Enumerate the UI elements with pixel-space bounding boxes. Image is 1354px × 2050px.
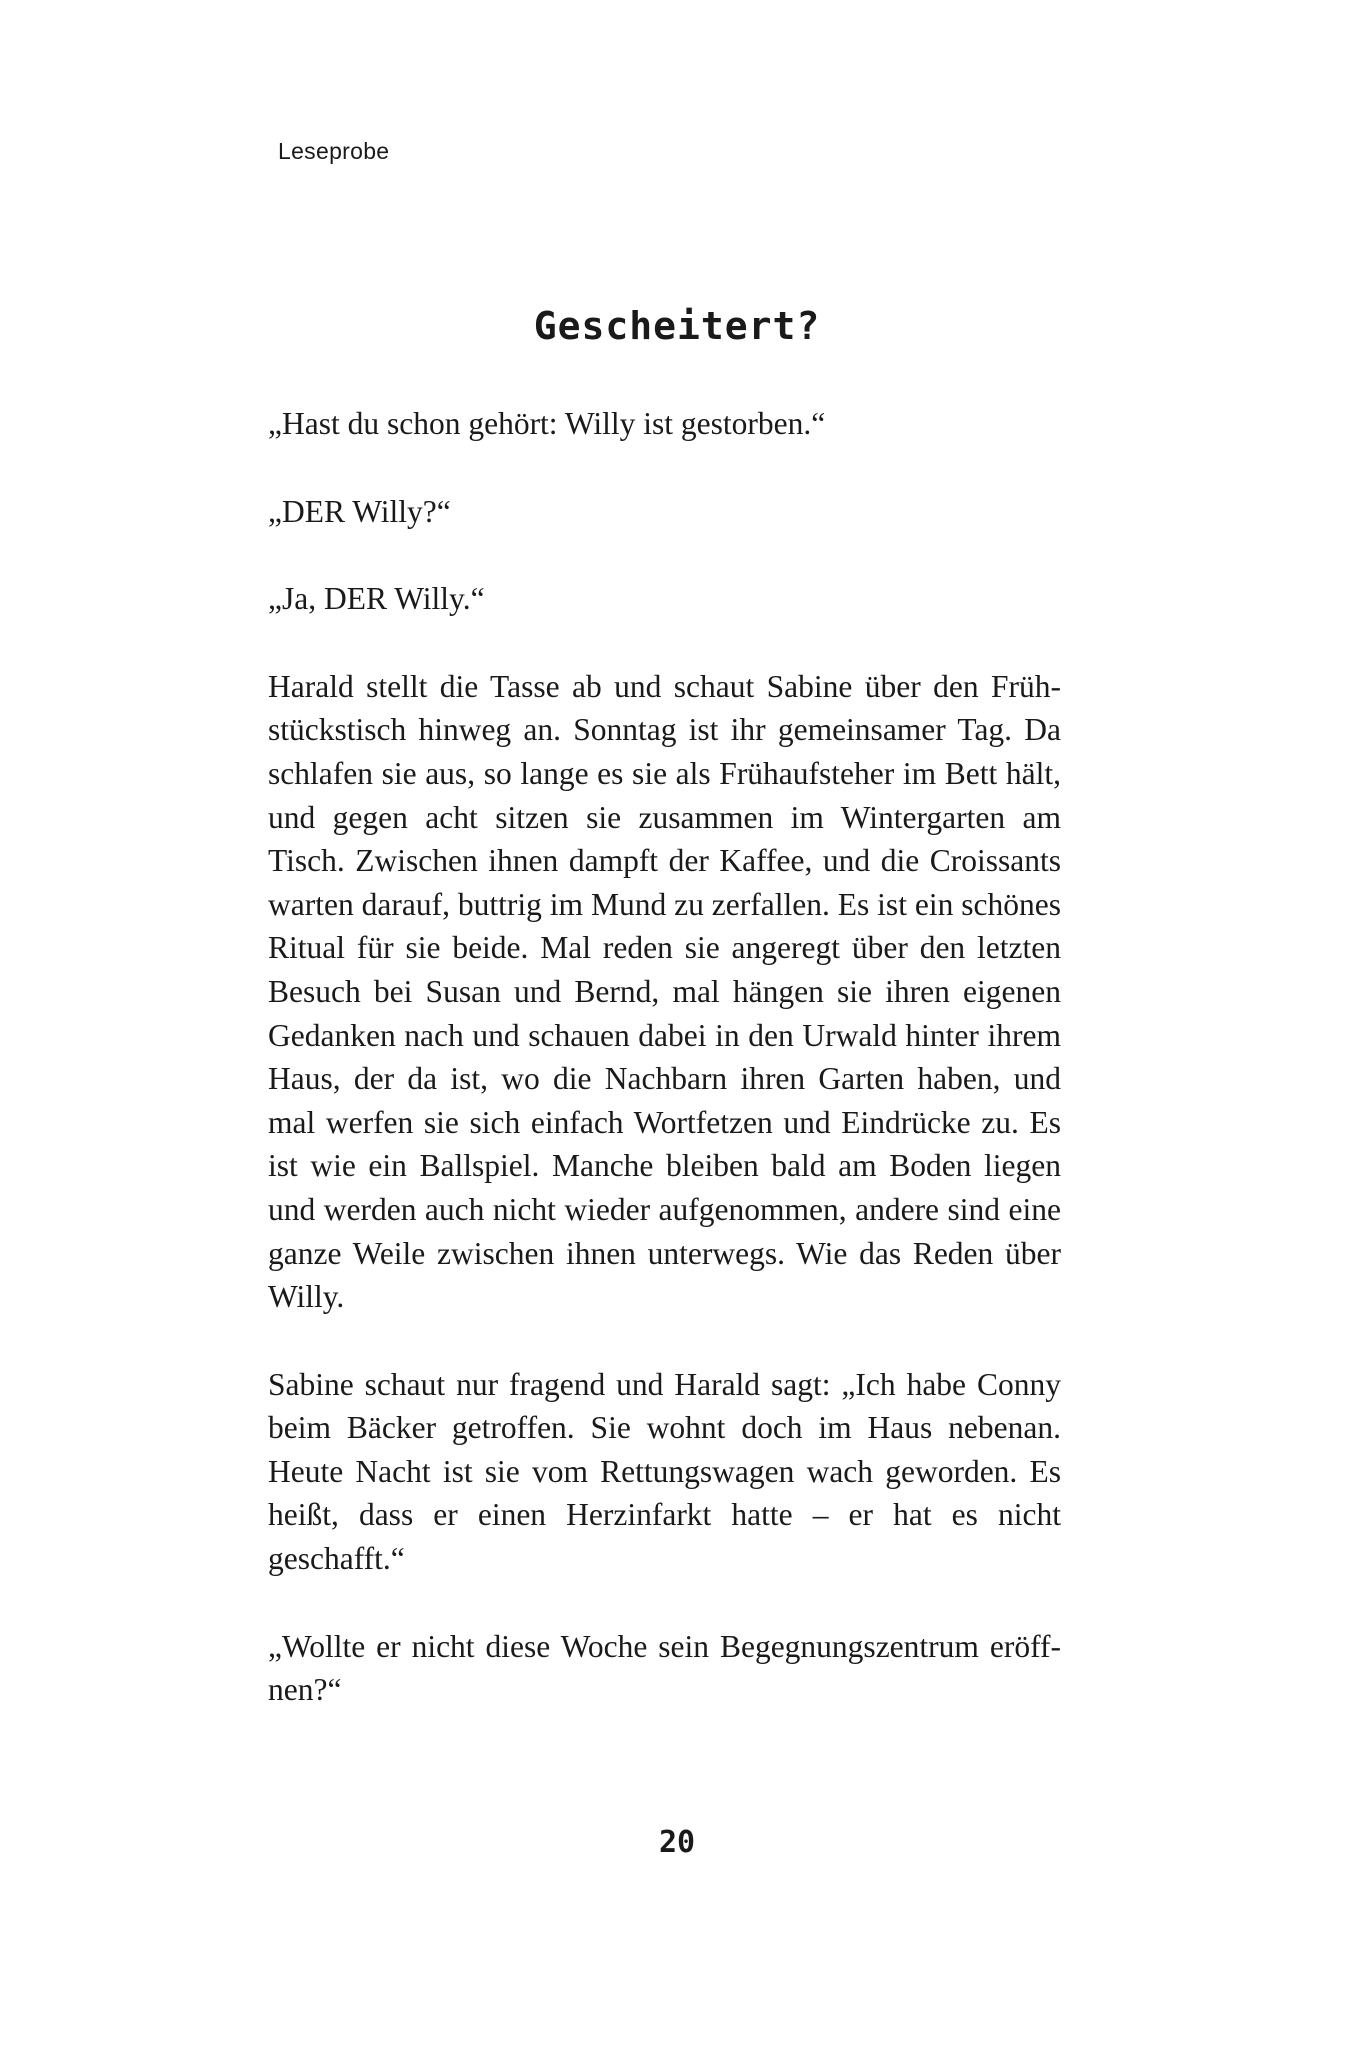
paragraph-dialogue-3: „Ja, DER Willy.“ bbox=[268, 581, 485, 617]
paragraph-dialogue-1: „Hast du schon gehört: Willy ist gestorben.“ bbox=[268, 406, 826, 441]
paragraph-narrative-1: Harald stellt die Tasse ab und schaut Sabine über den Frühstückstisch hinweg an. Sonntag ist ihr gemeinsamer Tag. Da schlafen sie aus, so lange es sie als Frühaufsteher im Bett hält, und gegen acht sitzen sie zusammen im Wintergarten am Tisch. Zwischen ihnen dampft der Kaffee, und die Croissants warten darauf, buttrig im Mund zu zerfallen. Es ist ein schönes Ritual für sie beide. Mal reden sie angeregt über den letzten Besuch bei Susan und Bernd, mal hängen sie ihren eigenen Gedanken nach und schauen dabei in den Urwald hinter ihrem Haus, der da ist, wo die Nachbarn ihren Garten haben, und mal werfen sie sich einfach Wortfetzen und Eindrücke zu. Es ist wie ein Ballspiel. Manche bleiben bald am Boden liegen und werden auch nicht wieder aufgenommen, andere sind eine ganze Weile zwischen ihnen unterwegs. Wie das Reden über Willy. bbox=[268, 668, 1061, 1315]
paragraph-dialogue-2: „DER Willy?“ bbox=[268, 493, 451, 529]
paragraph-dialogue-4: „Wollte er nicht diese Woche sein Begegnungszentrum eröffnen?“ bbox=[268, 1628, 1061, 1708]
page-number: 20 bbox=[658, 1825, 696, 1860]
chapter-title: Gescheitert? bbox=[533, 304, 821, 348]
paragraph-narrative-2: Sabine schaut nur fragend und Harald sagt: „Ich habe Conny beim Bäcker getroffen. Sie wohnt doch im Haus nebenan. Heute Nacht ist sie vom Rettungswagen wach geworden. Es heißt, dass er einen Herzinfarkt hatte – er hat es nicht geschafft.“ bbox=[268, 1366, 1061, 1577]
running-header: Leseprobe bbox=[278, 138, 390, 164]
chapter-body bbox=[268, 402, 1061, 1756]
